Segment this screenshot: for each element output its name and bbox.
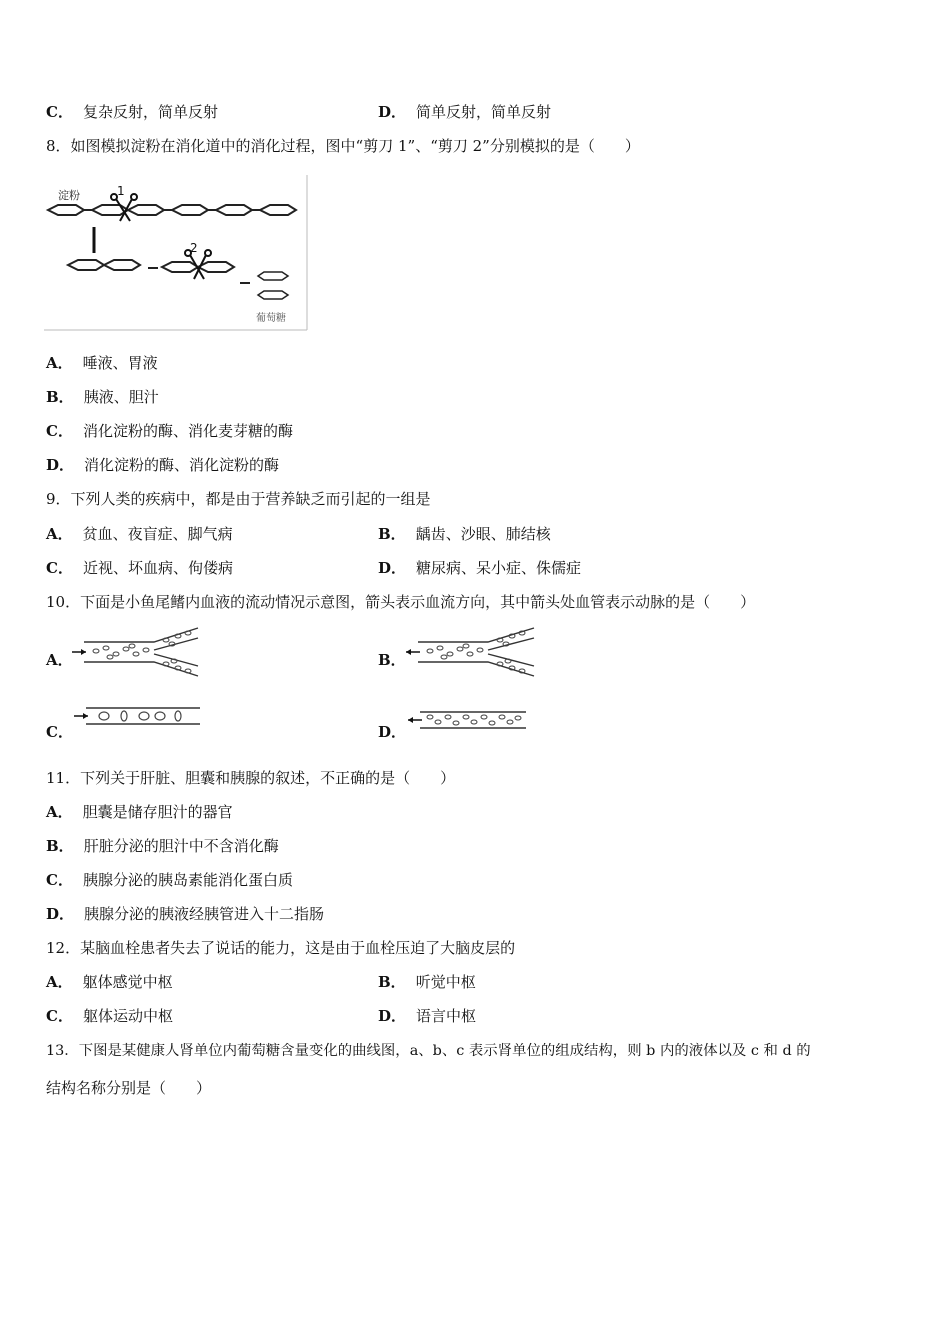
vessel-diagram-d: [404, 708, 530, 732]
option-label: B．: [378, 973, 406, 991]
vessel-diagram-b: [402, 624, 542, 680]
option-label: A．: [46, 354, 73, 372]
option-text: 胰腺分泌的胰岛素能消化蛋白质: [82, 871, 293, 889]
option-label: B．: [378, 525, 406, 543]
option-text: 躯体感觉中枢: [82, 973, 173, 991]
q11-stem: 11．下列关于肝脏、胆囊和胰腺的叙述，不正确的是（ ）: [46, 769, 456, 787]
scissor-2-icon: [185, 250, 211, 279]
option-label: A．: [46, 973, 73, 991]
option-label: A．: [46, 803, 73, 821]
q7-option-d[interactable]: [378, 102, 551, 122]
q13-stem-line2: 结构名称分别是（ ）: [46, 1079, 212, 1097]
glucose-units: [258, 272, 288, 299]
option-label: B．: [378, 651, 406, 669]
diverging-vessel-a: [70, 624, 208, 680]
vessel-diagram-c: [72, 704, 204, 728]
option-text: 糖尿病、呆小症、侏儒症: [416, 559, 582, 577]
q12-stem: 12．某脑血栓患者失去了说话的能力，这是由于血栓压迫了大脑皮层的: [46, 939, 516, 957]
option-label: B．: [46, 388, 74, 406]
q10-stem: 10．下面是小鱼尾鳍内血液的流动情况示意图，箭头表示血流方向，其中箭头处血管表示动脉的是（ ）: [46, 593, 756, 611]
option-text: 简单反射，简单反射: [416, 103, 552, 121]
q12-option-d[interactable]: [378, 1006, 476, 1026]
q9-option-d[interactable]: [378, 558, 581, 578]
option-label: D．: [378, 723, 407, 741]
option-label: D．: [46, 905, 75, 923]
q12-option-b[interactable]: [378, 972, 476, 992]
vein-vessel-d: [404, 708, 530, 732]
option-label: C．: [46, 871, 73, 889]
option-label: C．: [46, 1007, 73, 1025]
q11-option-b[interactable]: [46, 836, 279, 856]
q11-option-a[interactable]: [46, 802, 233, 822]
starch-label: 淀粉: [58, 189, 80, 202]
option-text: 胰液、胆汁: [83, 388, 159, 406]
q8-option-d[interactable]: [46, 455, 279, 475]
option-text: 胆囊是储存胆汁的器官: [82, 803, 233, 821]
option-text: 龋齿、沙眼、肺结核: [415, 525, 551, 543]
q11-option-c[interactable]: [46, 870, 293, 890]
q12-option-a[interactable]: [46, 972, 173, 992]
option-text: 近视、坏血病、佝偻病: [82, 559, 233, 577]
q8-stem: 8．如图模拟淀粉在消化道中的消化过程，图中“剪刀 1”、“剪刀 2”分别模拟的是（ ）: [46, 137, 640, 155]
capillary-vessel-c: [72, 704, 204, 728]
q11-option-d[interactable]: [46, 904, 324, 924]
option-text: 胰腺分泌的胰液经胰管进入十二指肠: [84, 905, 325, 923]
starch-digestion-diagram: [44, 175, 308, 331]
option-label: A．: [46, 651, 73, 669]
option-label: D．: [378, 1007, 407, 1025]
option-text: 消化淀粉的酶、消化麦芽糖的酶: [82, 422, 293, 440]
q8-option-a[interactable]: [46, 353, 158, 373]
q12-option-c[interactable]: [46, 1006, 173, 1026]
q8-option-c[interactable]: [46, 421, 293, 441]
option-text: 语言中枢: [416, 1007, 477, 1025]
diverging-vessel-b: [402, 624, 542, 680]
maltose-chain: [68, 260, 250, 283]
q9-option-c[interactable]: [46, 558, 233, 578]
option-label: C．: [46, 559, 73, 577]
option-text: 听觉中枢: [415, 973, 476, 991]
option-text: 唾液、胃液: [82, 354, 158, 372]
option-label: D．: [46, 456, 75, 474]
option-label: D．: [378, 103, 407, 121]
option-text: 躯体运动中枢: [82, 1007, 173, 1025]
option-label: C．: [46, 422, 73, 440]
q8-option-b[interactable]: [46, 387, 159, 407]
q7-option-c[interactable]: [46, 102, 218, 122]
q9-option-b[interactable]: [378, 524, 551, 544]
starch-digestion-figure: [44, 175, 308, 331]
glucose-label: 葡萄糖: [256, 313, 286, 324]
option-text: 贫血、夜盲症、脚气病: [82, 525, 233, 543]
q13-stem-line1: 13．下图是某健康人肾单位内葡萄糖含量变化的曲线图，a、b、c 表示肾单位的组成结构，则 b 内的液体以及 c 和 d 的: [46, 1043, 811, 1059]
option-text: 肝脏分泌的胆汁中不含消化酶: [83, 837, 279, 855]
q9-stem: 9．下列人类的疾病中，都是由于营养缺乏而引起的一组是: [46, 490, 431, 508]
scissor-2-label: 2: [190, 241, 198, 255]
option-text: 复杂反射，简单反射: [82, 103, 218, 121]
option-label: D．: [378, 559, 407, 577]
vessel-diagram-a: [70, 624, 208, 680]
option-label: C．: [46, 103, 73, 121]
option-label: C．: [46, 723, 73, 741]
option-label: A．: [46, 525, 73, 543]
option-label: B．: [46, 837, 74, 855]
option-text: 消化淀粉的酶、消化淀粉的酶: [84, 456, 280, 474]
starch-chain-top: [48, 205, 296, 215]
q9-option-a[interactable]: [46, 524, 233, 544]
scissor-1-label: 1: [117, 184, 125, 198]
